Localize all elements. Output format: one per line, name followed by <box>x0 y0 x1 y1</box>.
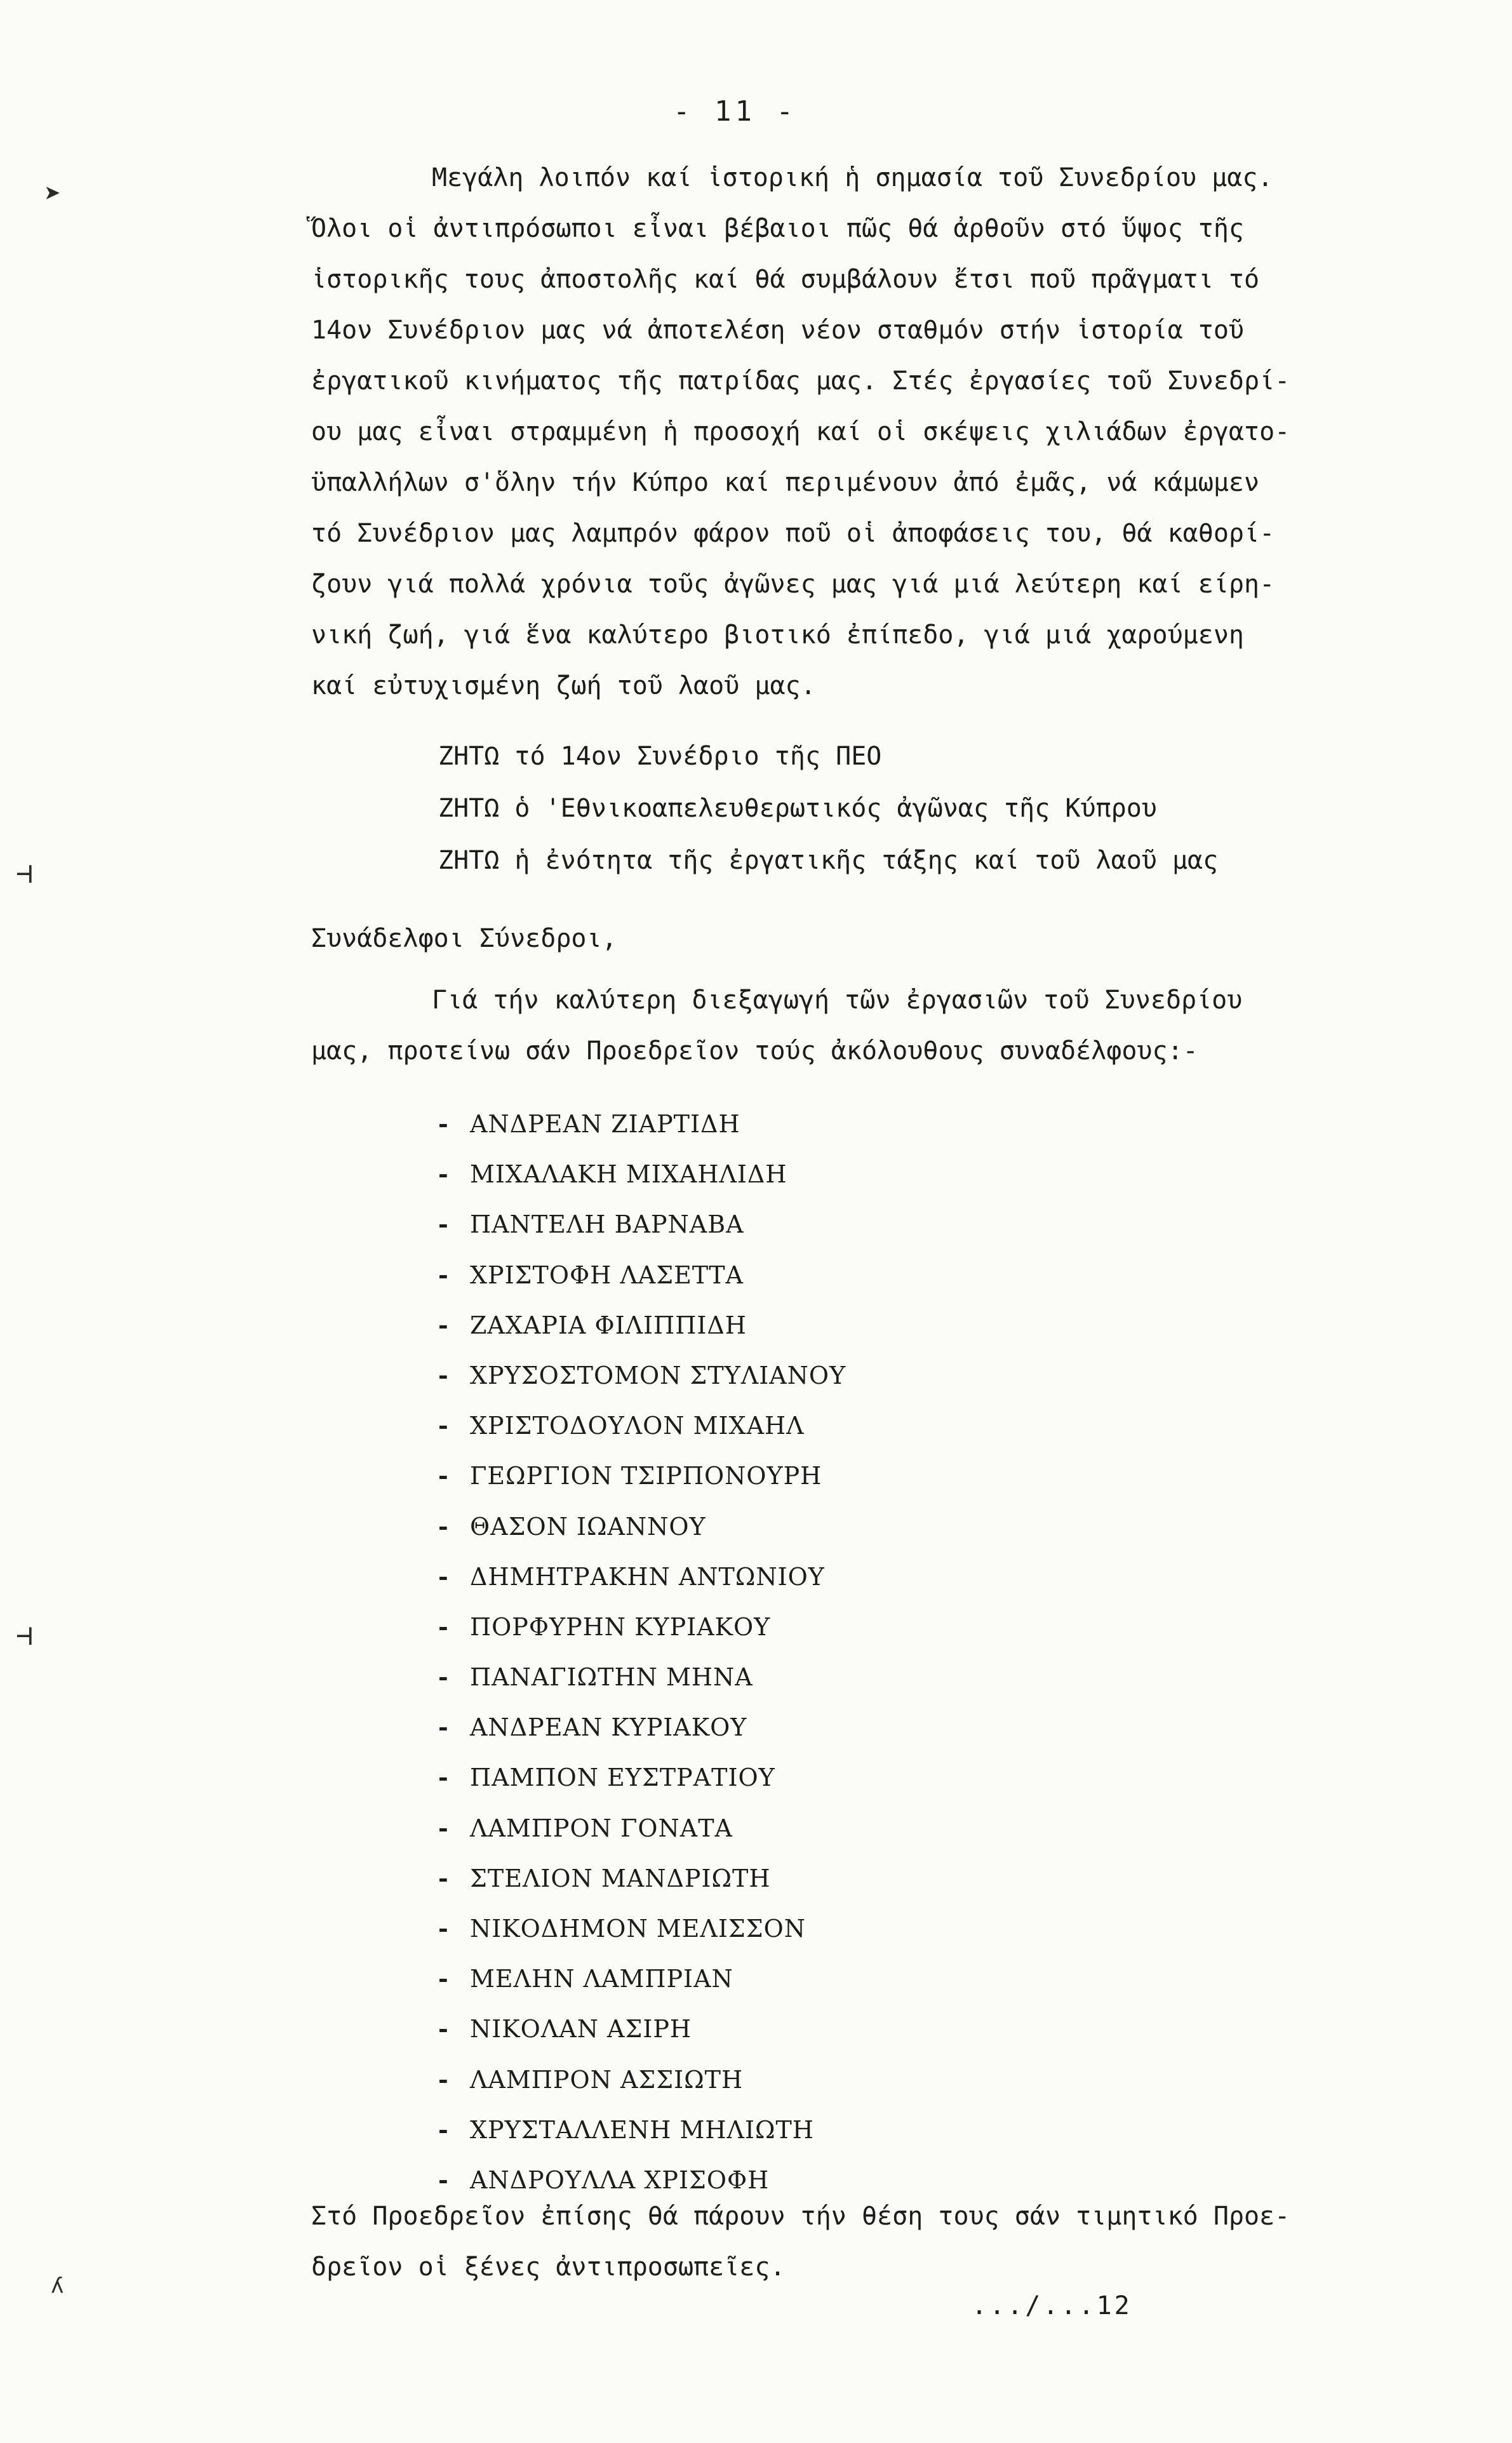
member-name: ΘΑΣΟΝ ΙΩΑΝΝΟΥ <box>470 1512 706 1541</box>
member-name: ΠΑΝΑΓΙΩΤΗΝ ΜΗΝΑ <box>470 1663 753 1692</box>
list-item: - ΧΡΙΣΤΟΦΗ ΛΑΣΕΤΤΑ <box>438 1260 744 1289</box>
member-name: ΑΝΔΡΕΑΝ ΖΙΑΡΤΙΔΗ <box>470 1110 740 1138</box>
member-name: ΓΕΩΡΓΙΟΝ ΤΣΙΡΠΟΝΟΥΡΗ <box>470 1462 822 1490</box>
list-item: - ΠΟΡΦΥΡΗΝ ΚΥΡΙΑΚΟΥ <box>438 1612 771 1641</box>
list-item: - ΖΑΧΑΡΙΑ ΦΙΛΙΠΠΙΔΗ <box>438 1310 747 1339</box>
text-line: ἱστορικῆς τους ἀποστολῆς καί θά συμβάλουν ἔτσι ποῦ πρᾶγματι τό <box>311 265 1260 294</box>
member-name: ΛΑΜΠΡΟΝ ΓΟΝΑΤΑ <box>470 1814 733 1842</box>
margin-mark-arrow-1: ➤ <box>44 178 62 210</box>
margin-mark-tick-3: ʎ <box>51 2273 64 2299</box>
member-name: ΜΕΛΗΝ ΛΑΜΠΡΙΑΝ <box>470 1965 733 1993</box>
margin-mark-tick-1: ⊣ <box>16 857 33 890</box>
text-line: νική ζωή, γιά ἕνα καλύτερο βιοτικό ἐπίπεδο, γιά μιά χαρούμενη <box>311 620 1245 650</box>
member-name: ΜΙΧΑΛΑΚΗ ΜΙΧΑΗΛΙΔΗ <box>470 1160 787 1189</box>
list-item: - ΔΗΜΗΤΡΑΚΗΝ ΑΝΤΩΝΙΟΥ <box>438 1562 825 1591</box>
list-item: - ΑΝΔΡΕΑΝ ΖΙΑΡΤΙΔΗ <box>438 1109 740 1138</box>
proposal-paragraph <box>311 975 1435 1076</box>
member-name: ΛΑΜΠΡΟΝ ΑΣΣΙΩΤΗ <box>470 2065 744 2094</box>
list-item: - ΠΑΝΑΓΙΩΤΗΝ ΜΗΝΑ <box>438 1663 753 1692</box>
slogan: ΖΗΤΩ τό 14ον Συνέδριο τῆς ΠΕΟ <box>438 742 882 771</box>
member-name: ΝΙΚΟΛΑΝ ΑΣΙΡΗ <box>470 2015 692 2044</box>
text-line: 14ον Συνέδριον μας νά ἀποτελέση νέον σταθμόν στήν ἱστορία τοῦ <box>311 316 1245 345</box>
list-item: - ΠΑΝΤΕΛΗ ΒΑΡΝΑΒΑ <box>438 1210 744 1239</box>
text-line: Γιά τήν καλύτερη διεξαγωγή τῶν ἐργασιῶν τοῦ Συνεδρίου <box>432 986 1243 1015</box>
member-name: ΠΑΜΠΟΝ ΕΥΣΤΡΑΤΙΟΥ <box>470 1764 775 1792</box>
member-name: ΖΑΧΑΡΙΑ ΦΙΛΙΠΠΙΔΗ <box>470 1311 747 1339</box>
text-line: μας, προτείνω σάν Προεδρεῖον τούς ἀκόλουθους συναδέλφους:- <box>311 1036 1198 1066</box>
margin-mark-tick-2: ⊣ <box>16 1619 33 1652</box>
text-line: ϋπαλλήλων σ'ὅλην τήν Κύπρο καί περιμένουν ἀπό ἐμᾶς, νά κάμωμεν <box>311 468 1260 497</box>
member-name: ΣΤΕΛΙΟΝ ΜΑΝΔΡΙΩΤΗ <box>470 1864 771 1892</box>
list-item: - ΝΙΚΟΛΑΝ ΑΣΙΡΗ <box>438 2014 692 2044</box>
text-line: ἐργατικοῦ κινήματος τῆς πατρίδας μας. Στές ἐργασίες τοῦ Συνεδρί- <box>311 366 1290 396</box>
list-item: - ΑΝΔΡΟΥΛΛΑ ΧΡΙΣΟΦΗ <box>438 2165 770 2194</box>
text-line: τό Συνέδριον μας λαμπρόν φάρον ποῦ οἱ ἀποφάσεις του, θά καθορί- <box>311 519 1275 548</box>
continuation-marker: .../...12 <box>972 2291 1132 2320</box>
list-item: - ΘΑΣΟΝ ΙΩΑΝΝΟΥ <box>438 1511 706 1541</box>
member-name: ΠΑΝΤΕΛΗ ΒΑΡΝΑΒΑ <box>470 1210 744 1239</box>
member-name: ΧΡΥΣΟΣΤΟΜΟΝ ΣΤΥΛΙΑΝΟΥ <box>470 1361 846 1389</box>
member-name: ΔΗΜΗΤΡΑΚΗΝ ΑΝΤΩΝΙΟΥ <box>470 1562 825 1591</box>
page-number: - 11 - <box>673 95 797 128</box>
text-line: ου μας εἶναι στραμμένη ἡ προσοχή καί οἱ σκέψεις χιλιάδων ἐργατο- <box>311 417 1290 446</box>
member-name: ΝΙΚΟΔΗΜΟΝ ΜΕΛΙΣΣΟΝ <box>470 1915 806 1943</box>
list-item: - ΝΙΚΟΔΗΜΟΝ ΜΕΛΙΣΣΟΝ <box>438 1914 806 1943</box>
greeting: Συνάδελφοι Σύνεδροι, <box>311 924 617 953</box>
member-name: ΧΡΥΣΤΑΛΛΕΝΗ ΜΗΛΙΩΤΗ <box>470 2115 814 2144</box>
slogan: ΖΗΤΩ ἡ ἐνότητα τῆς ἐργατικῆς τάξης καί τοῦ λαοῦ μας <box>438 846 1219 875</box>
list-item: - ΜΙΧΑΛΑΚΗ ΜΙΧΑΗΛΙΔΗ <box>438 1160 787 1189</box>
text-line: Μεγάλη λοιπόν καί ἱστορική ἡ σημασία τοῦ Συνεδρίου μας. <box>432 163 1273 192</box>
list-item: - ΛΑΜΠΡΟΝ ΓΟΝΑΤΑ <box>438 1813 733 1842</box>
member-name: ΠΟΡΦΥΡΗΝ ΚΥΡΙΑΚΟΥ <box>470 1612 771 1641</box>
list-item: - ΠΑΜΠΟΝ ΕΥΣΤΡΑΤΙΟΥ <box>438 1763 775 1792</box>
list-item: - ΓΕΩΡΓΙΟΝ ΤΣΙΡΠΟΝΟΥΡΗ <box>438 1461 822 1490</box>
slogans <box>438 730 1218 887</box>
slogan: ΖΗΤΩ ὁ 'Εθνικοαπελευθερωτικός ἀγῶνας τῆς Κύπρου <box>438 794 1157 823</box>
member-name: ΧΡΙΣΤΟΔΟΥΛΟΝ ΜΙΧΑΗΛ <box>470 1412 805 1440</box>
list-item: - ΧΡΥΣΤΑΛΛΕΝΗ ΜΗΛΙΩΤΗ <box>438 2115 814 2144</box>
list-item: - ΧΡΥΣΟΣΤΟΜΟΝ ΣΤΥΛΙΑΝΟΥ <box>438 1360 846 1389</box>
member-name: ΑΝΔΡΕΑΝ ΚΥΡΙΑΚΟΥ <box>470 1713 747 1742</box>
text-line: καί εὐτυχισμένη ζωή τοῦ λαοῦ μας. <box>311 671 816 700</box>
text-line: ζουν γιά πολλά χρόνια τοῦς ἀγῶνες μας γιά μιά λεύτερη καί είρη- <box>311 570 1275 599</box>
list-item: - ΑΝΔΡΕΑΝ ΚΥΡΙΑΚΟΥ <box>438 1713 747 1742</box>
text-line: Στό Προεδρεῖον ἐπίσης θά πάρουν τήν θέση τους σάν τιμητικό Προε- <box>311 2202 1290 2231</box>
intro-paragraph <box>311 152 1435 711</box>
presidium-name-list <box>438 1099 846 2205</box>
text-line: δρεῖον οἱ ξένες ἀντιπροσωπεῖες. <box>311 2252 786 2282</box>
closing-paragraph <box>311 2191 1435 2292</box>
list-item: - ΜΕΛΗΝ ΛΑΜΠΡΙΑΝ <box>438 1964 733 1993</box>
list-item: - ΧΡΙΣΤΟΔΟΥΛΟΝ ΜΙΧΑΗΛ <box>438 1411 805 1440</box>
list-item: - ΣΤΕΛΙΟΝ ΜΑΝΔΡΙΩΤΗ <box>438 1863 771 1892</box>
list-item: - ΛΑΜΠΡΟΝ ΑΣΣΙΩΤΗ <box>438 2065 744 2094</box>
member-name: ΧΡΙΣΤΟΦΗ ΛΑΣΕΤΤΑ <box>470 1261 744 1289</box>
member-name: ΑΝΔΡΟΥΛΛΑ ΧΡΙΣΟΦΗ <box>470 2165 770 2194</box>
text-line: Ὅλοι οἱ ἀντιπρόσωποι εἶναι βέβαιοι πῶς θά ἀρθοῦν στό ὕψος τῆς <box>311 214 1245 243</box>
